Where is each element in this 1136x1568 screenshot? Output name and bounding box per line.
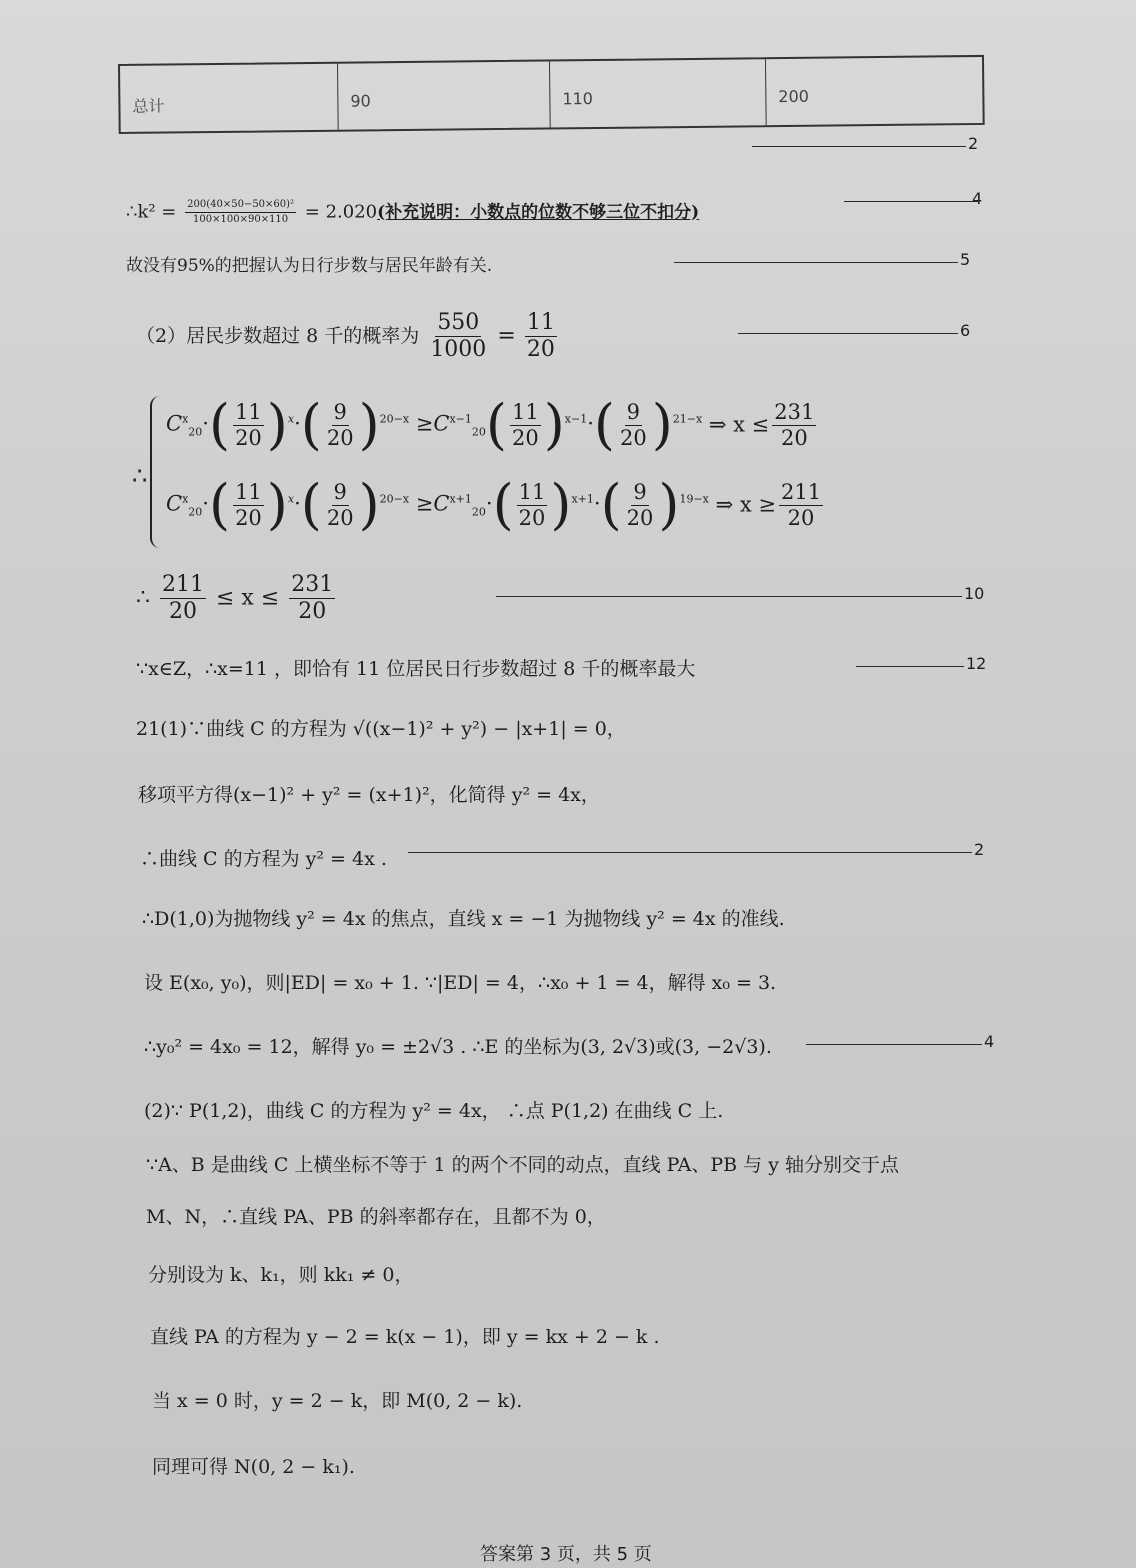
numerator: 231 [774,399,815,424]
denominator: 20 [626,505,654,530]
q21-line-11: 直线 PA 的方程为 y − 2 = k(x − 1)，即 y = kx + 2 − k . [150,1326,660,1348]
q21-line-3: ∴曲线 C 的方程为 y² = 4x . [140,848,387,870]
numerator: 9 [333,399,347,424]
therefore-symbol: ∴ [132,462,148,490]
denominator: 20 [169,599,197,624]
denominator: 20 [235,505,262,530]
numerator: 231 [291,572,334,597]
chi-result: = 2.020 [304,201,378,223]
score-number: 12 [966,654,987,673]
score-number: 4 [972,189,983,208]
exponent: 20−x [379,412,410,426]
probability-text: （2）居民步数超过 8 千的概率为 [136,325,420,347]
chi-numerator: 200(40×50−50×60)² [185,200,296,213]
score-line [844,201,978,202]
fraction-231-20 [772,399,816,450]
numerator: 9 [626,399,641,424]
fraction-550-1000 [428,312,488,361]
chi-denominator: 100×100×90×110 [193,214,289,225]
numerator: 9 [333,479,347,504]
comb-sup: x [182,412,189,426]
score-number: 10 [964,584,985,603]
exponent: x [287,492,295,506]
q21-line-1: 21(1)∵曲线 C 的方程为 √((x−1)² + y²) − |x+1| = 0， [136,718,626,740]
exponent: 19−x [679,492,709,506]
q21-line-2: 移项平方得(x−1)² + y² = (x+1)²，化简得 y² = 4x， [138,784,600,806]
fraction [325,399,356,450]
q21-line-6: ∴y₀² = 4x₀ = 12，解得 y₀ = ±2√3 . ∴E 的坐标为(3, 2√3)或(3, −2√3). [144,1036,772,1058]
inequality-row-1: $C^x_{20}\cdot$( $\frac{11}{20}$ )$^x$·( $\frac{9}{20}$ )$^{20-x} \ge C^{x-1}_{20}$( $\frac{11}{20}$ )$^{x-1}$·( $\frac{9}{20}$ )$^{21-x}$ ⇒ x ≤ $\frac{231}{20}$ [166,393,815,456]
score-line [408,852,972,853]
denominator: 20 [298,599,327,624]
fraction [625,479,656,530]
comb-symbol: C [433,411,450,436]
table-cell: 110 [550,59,767,127]
numerator: 11 [511,399,539,424]
therefore-symbol: ∴ [136,585,150,611]
numerator: 211 [162,572,204,597]
fraction [233,479,264,530]
fraction [618,399,649,450]
exponent: 21−x [672,412,703,426]
chi-fraction [185,200,296,225]
comb-sup: x+1 [449,492,472,506]
score-line [856,666,964,667]
q21-line-12: 当 x = 0 时，y = 2 − k，即 M(0, 2 − k). [152,1390,523,1412]
page-footer: 答案第 3 页，共 5 页 [480,1544,652,1565]
numerator: 211 [780,479,822,504]
q21-line-8: ∵A、B 是曲线 C 上横坐标不等于 1 的两个不同的动点，直线 PA、PB 与 y 轴分别交于点 [146,1154,899,1176]
numerator: 550 [437,310,480,335]
fraction [233,399,264,450]
score-line [752,146,966,147]
fraction-11-20 [525,312,557,361]
denominator: 20 [526,337,555,362]
score-line [806,1044,982,1045]
conclusion-line: 故没有95%的把握认为日行步数与居民年龄有关. [126,256,493,276]
numerator: 11 [526,310,555,335]
denominator: 20 [518,505,546,530]
numerator: 11 [235,399,262,424]
chi-note: (补充说明：小数点的位数不够三位不扣分) [377,202,700,223]
fraction-211-20 [160,574,206,623]
inequality-row-2: $C^x_{20}\cdot$( $\frac{11}{20}$ )$^x$·( $\frac{9}{20}$ )$^{20-x} \ge C^{x+1}_{20}\cdot$( $\frac{11}{20}$ )$^{x+1}$·( $\frac{9}{20}$ )$^{19-x}$ ⇒ x ≥ $\frac{211}{20}$ [166,473,822,536]
row1-result: ⇒ x ≤ [708,412,770,437]
denominator: 20 [326,505,354,530]
numerator: 11 [235,479,262,504]
exponent: 20−x [379,492,410,506]
denominator: 20 [235,425,262,450]
table-cell: 200 [778,86,810,107]
score-number: 4 [984,1032,995,1051]
q21-line-10: 分别设为 k、k₁，则 kk₁ ≠ 0， [148,1264,414,1286]
denominator: 20 [619,425,647,450]
q21-line-5: 设 E(x₀, y₀)，则|ED| = x₀ + 1. ∵|ED| = 4，∴x₀ + 1 = 4，解得 x₀ = 3. [144,972,777,994]
score-line [738,333,958,334]
comb-symbol: C [166,411,183,436]
range-middle: ≤ x ≤ [216,585,280,611]
fraction [510,399,541,450]
score-number: 2 [968,134,979,153]
numerator: 9 [633,479,647,504]
table-cell: 90 [338,61,551,129]
score-number: 2 [974,840,985,859]
comb-symbol: C [433,491,450,516]
row2-result: ⇒ x ≥ [715,492,776,517]
denominator: 1000 [430,337,487,362]
comb-sup: x [182,492,189,506]
exponent: x−1 [564,412,588,426]
q21-line-7: (2)∵ P(1,2)，曲线 C 的方程为 y² = 4x， ∴点 P(1,2) 在曲线 C 上. [144,1100,724,1122]
comb-sup: x−1 [449,412,472,426]
score-line [496,596,962,597]
table-cell-label: 总计 [120,64,339,132]
integer-line: ∵x∈Z，∴x=11 ，即恰有 11 位居民日行步数超过 8 千的概率最大 [136,658,696,680]
fraction-231-20 [289,574,335,623]
exponent: x+1 [571,492,594,506]
denominator: 20 [780,425,808,450]
numerator: 11 [518,479,546,504]
comb-sub: 20 [188,505,203,519]
ge-sign: ≥ [415,411,434,436]
denominator: 20 [326,425,354,450]
fraction [325,479,356,530]
ge-sign: ≥ [415,491,434,516]
equals: = [497,323,516,349]
q21-line-13: 同理可得 N(0, 2 − k₁). [152,1456,355,1478]
denominator: 20 [511,425,539,450]
q21-line-4: ∴D(1,0)为抛物线 y² = 4x 的焦点，直线 x = −1 为抛物线 y² = 4x 的准线. [142,908,785,930]
q21-line-9: M、N，∴直线 PA、PB 的斜率都存在，且都不为 0， [146,1206,606,1228]
comb-sub: 20 [471,425,486,439]
score-line [674,262,958,263]
chi-prefix: ∴k² = [126,201,177,223]
comb-sub: 20 [188,425,203,439]
fraction [517,479,548,530]
chi-square-line [126,200,699,225]
comb-symbol: C [166,491,183,516]
fraction-211-20 [779,479,823,530]
denominator: 20 [787,505,815,530]
score-number: 5 [960,250,971,269]
exponent: x [287,412,295,426]
totals-table-row [118,55,985,134]
range-line [136,574,338,623]
score-number: 6 [960,321,971,340]
comb-sub: 20 [471,505,486,519]
probability-line [136,312,560,361]
